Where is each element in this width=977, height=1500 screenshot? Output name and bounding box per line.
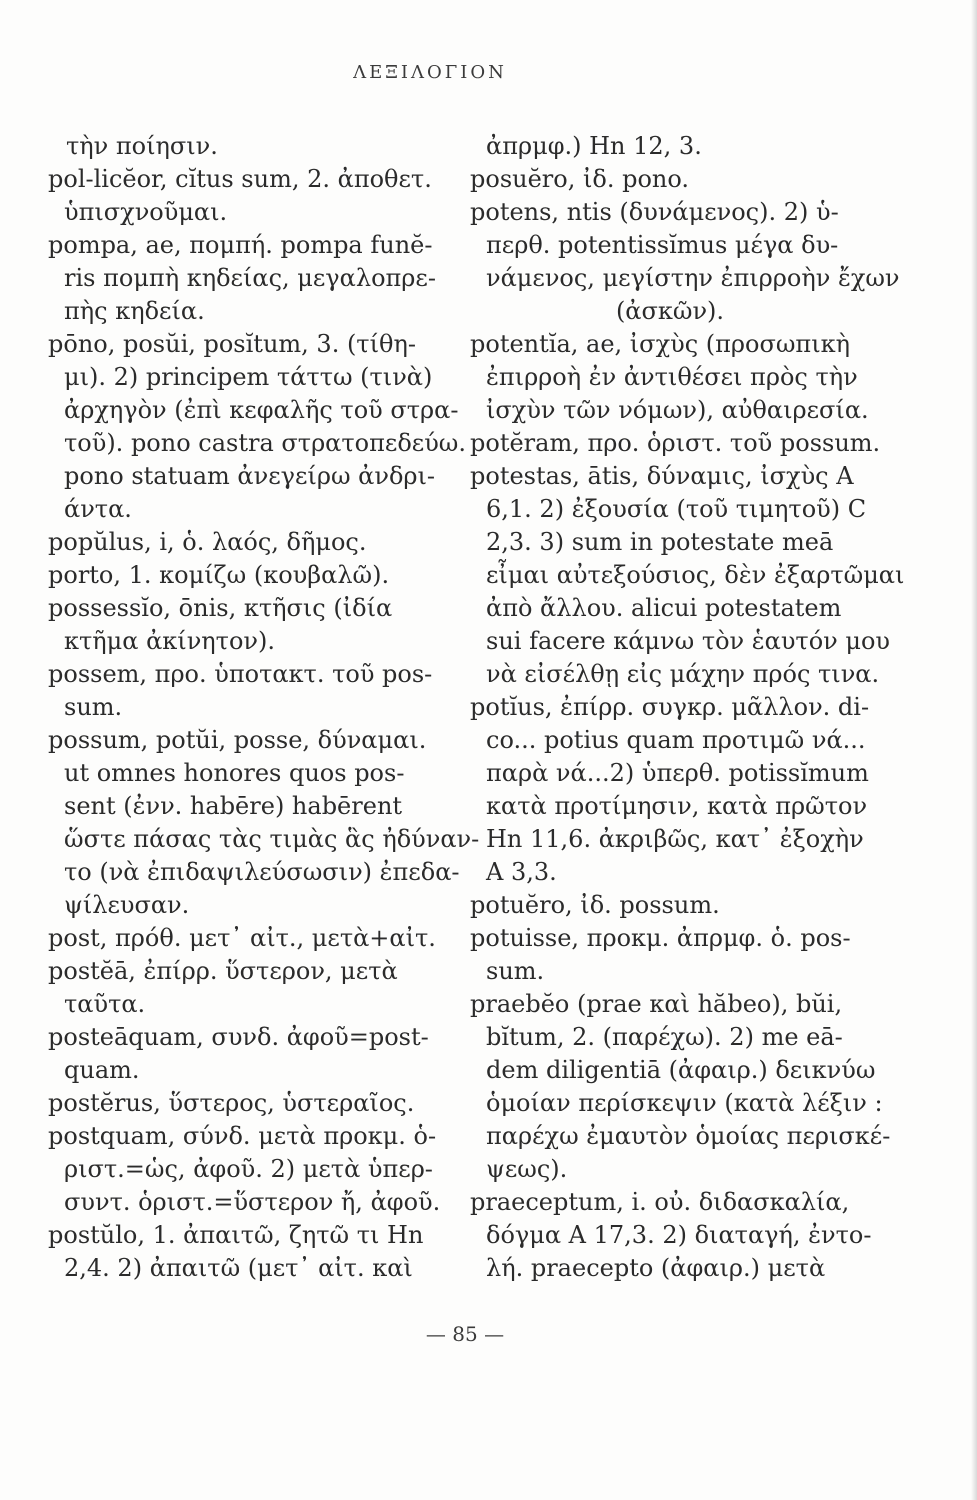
left-column xyxy=(48,130,480,1285)
entry-line: quam. xyxy=(64,1056,140,1084)
entry-line: popŭlus, i, ὁ. λαός, δῆμος. xyxy=(48,528,367,556)
entry-line: potuisse, προκμ. ἀπρμφ. ὁ. pos- xyxy=(470,924,851,952)
entry-line: κτῆμα ἀκίνητον). xyxy=(64,627,275,655)
entry-line: ἀπὸ ἄλλου. alicui potestatem xyxy=(486,594,842,622)
entry-line: potĕram, προ. ὁριστ. τοῦ possum. xyxy=(470,429,881,457)
page-title: ΛΕΞΙΛΟΓΙΟΝ xyxy=(353,62,507,83)
entry-line: potestas, ātis, δύναμις, ἰσχὺς A xyxy=(470,462,854,490)
entry-line: παρέχω ἐμαυτὸν ὁμοίας περισκέ- xyxy=(486,1122,891,1150)
entry-line: πὴς κηδεία. xyxy=(64,297,205,325)
entry-line: praebĕo (prae καὶ hăbeo), bŭi, xyxy=(470,990,843,1018)
entry-line: ψεως). xyxy=(486,1155,568,1183)
entry-line: possem, προ. ὑποτακτ. τοῦ pos- xyxy=(48,660,433,688)
entry-line: (ἀσκῶν). xyxy=(615,297,725,325)
entry-line: Hn 11,6. ἀκριβῶς, κατ᾽ ἐξοχὴν xyxy=(486,825,864,853)
entry-line: εἶμαι αὐτεξούσιος, δὲν ἐξαρτῶμαι xyxy=(486,561,905,589)
entry-line: 6,1. 2) ἐξουσία (τοῦ τιμητοῦ) C xyxy=(486,495,867,523)
entry-line: ἀπρμφ.) Hn 12, 3. xyxy=(486,132,702,160)
entry-line: λή. praecepto (ἀφαιρ.) μετὰ xyxy=(486,1254,826,1282)
entry-line: ἀρχηγὸν (ἐπὶ κεφαλῆς τοῦ στρα- xyxy=(64,396,459,424)
entry-line: postĕā, ἐπίρρ. ὕστερον, μετὰ xyxy=(48,957,398,985)
entry-line: νάμενος, μεγίστην ἐπιρροὴν ἔχων xyxy=(486,264,900,292)
entry-line: potĭus, ἐπίρρ. συγκρ. μᾶλλον. di- xyxy=(470,693,870,721)
entry-line: post, πρόθ. μετ᾽ αἰτ., μετὰ+αἰτ. xyxy=(48,924,436,952)
entry-line: pōno, posŭi, posĭtum, 3. (τίθη- xyxy=(48,330,416,358)
entry-line: περθ. potentissĭmus μέγα δυ- xyxy=(486,231,839,259)
entry-line: potentĭa, ae, ἰσχὺς (προσωπικὴ xyxy=(470,330,850,358)
entry-line: possum, potŭi, posse, δύναμαι. xyxy=(48,726,427,754)
entry-line: porto, 1. κομίζω (κουβαλῶ). xyxy=(48,561,390,589)
entry-line: ris πομπὴ κηδείας, μεγαλοπρε- xyxy=(64,264,436,292)
entry-line: το (νὰ ἐπιδαψιλεύσωσιν) ἐπεδα- xyxy=(64,858,460,886)
entry-line: postquam, σύνδ. μετὰ προκμ. ὁ- xyxy=(48,1122,437,1150)
entry-line: pono statuam ἀνεγείρω ἀνδρι- xyxy=(64,462,436,490)
entry-line: ἐπιρροὴ ἐν ἀντιθέσει πρὸς τὴν xyxy=(486,363,858,391)
entry-line: sum. xyxy=(486,957,545,985)
entry-line: μι). 2) principem τάττω (τινὰ) xyxy=(64,363,433,391)
entry-line: 2,4. 2) ἀπαιτῶ (μετ᾽ αἰτ. καὶ xyxy=(64,1254,413,1282)
entry-line: τὴν ποίησιν. xyxy=(66,132,218,160)
entry-line: κατὰ προτίμησιν, κατὰ πρῶτον xyxy=(486,792,868,820)
entry-line: A 3,3. xyxy=(486,858,557,886)
entry-line: ψίλευσαν. xyxy=(64,891,190,919)
entry-line: postŭlo, 1. ἀπαιτῶ, ζητῶ τι Hn xyxy=(48,1221,424,1249)
entry-line: συντ. ὁριστ.=ὕστερον ἤ, ἀφοῦ. xyxy=(64,1188,441,1216)
entry-line: 2,3. 3) sum in potestate meā xyxy=(486,528,834,556)
entry-line: παρὰ νά...2) ὑπερθ. potissĭmum xyxy=(486,759,869,787)
entry-line: ταῦτα. xyxy=(64,990,146,1018)
entry-line: ὑπισχνοῦμαι. xyxy=(64,198,228,226)
entry-line: pol-licĕor, cĭtus sum, 2. ἀποθετ. xyxy=(48,165,432,193)
entry-line: νὰ εἰσέλθῃ εἰς μάχην πρός τινα. xyxy=(486,660,880,688)
entry-line: ὥστε πάσας τὰς τιμὰς ἃς ἠδύναν- xyxy=(64,825,480,853)
entry-line: potuĕro, ἰδ. possum. xyxy=(470,891,720,919)
entry-line: praeceptum, i. οὐ. διδασκαλία, xyxy=(470,1188,850,1216)
entry-line: dem diligentiā (ἀφαιρ.) δεικνύω xyxy=(486,1056,876,1084)
page-edge-shadow xyxy=(971,0,977,1500)
entry-line: sum. xyxy=(64,693,123,721)
entry-line: co... potius quam προτιμῶ νά... xyxy=(486,726,866,754)
page-number: — 85 — xyxy=(425,1322,505,1346)
entry-line: bĭtum, 2. (παρέχω). 2) me eā- xyxy=(486,1023,843,1051)
entry-line: τοῦ). pono castra στρατοπεδεύω. xyxy=(64,429,466,457)
entry-line: ἰσχὺν τῶν νόμων), αὐθαιρεσία. xyxy=(486,396,869,424)
entry-line: sui facere κάμνω τὸν ἑαυτόν μου xyxy=(486,627,891,655)
entry-line: άντα. xyxy=(64,495,132,523)
entry-line: ριστ.=ὡς, ἀφοῦ. 2) μετὰ ὑπερ- xyxy=(64,1155,433,1183)
entry-line: postĕrus, ὕστερος, ὑστεραῖος. xyxy=(48,1089,415,1117)
entry-line: potens, ntis (δυνάμενος). 2) ὑ- xyxy=(470,198,839,226)
entry-line: pompa, ae, πομπή. pompa funĕ- xyxy=(48,231,433,259)
entry-line: posuĕro, ἰδ. pono. xyxy=(470,165,690,193)
entry-line: posteāquam, συνδ. ἀφοῦ=post- xyxy=(48,1023,429,1051)
right-column xyxy=(470,130,905,1285)
entry-line: ut omnes honores quos pos- xyxy=(64,759,405,787)
entry-line: sent (ἐνν. habēre) habērent xyxy=(64,792,403,820)
entry-line: δόγμα A 17,3. 2) διαταγή, ἐντο- xyxy=(486,1221,872,1249)
entry-line: ὁμοίαν περίσκεψιν (κατὰ λέξιν : xyxy=(486,1089,883,1117)
entry-line: possessĭo, ōnis, κτῆσις (ἰδία xyxy=(48,594,393,622)
